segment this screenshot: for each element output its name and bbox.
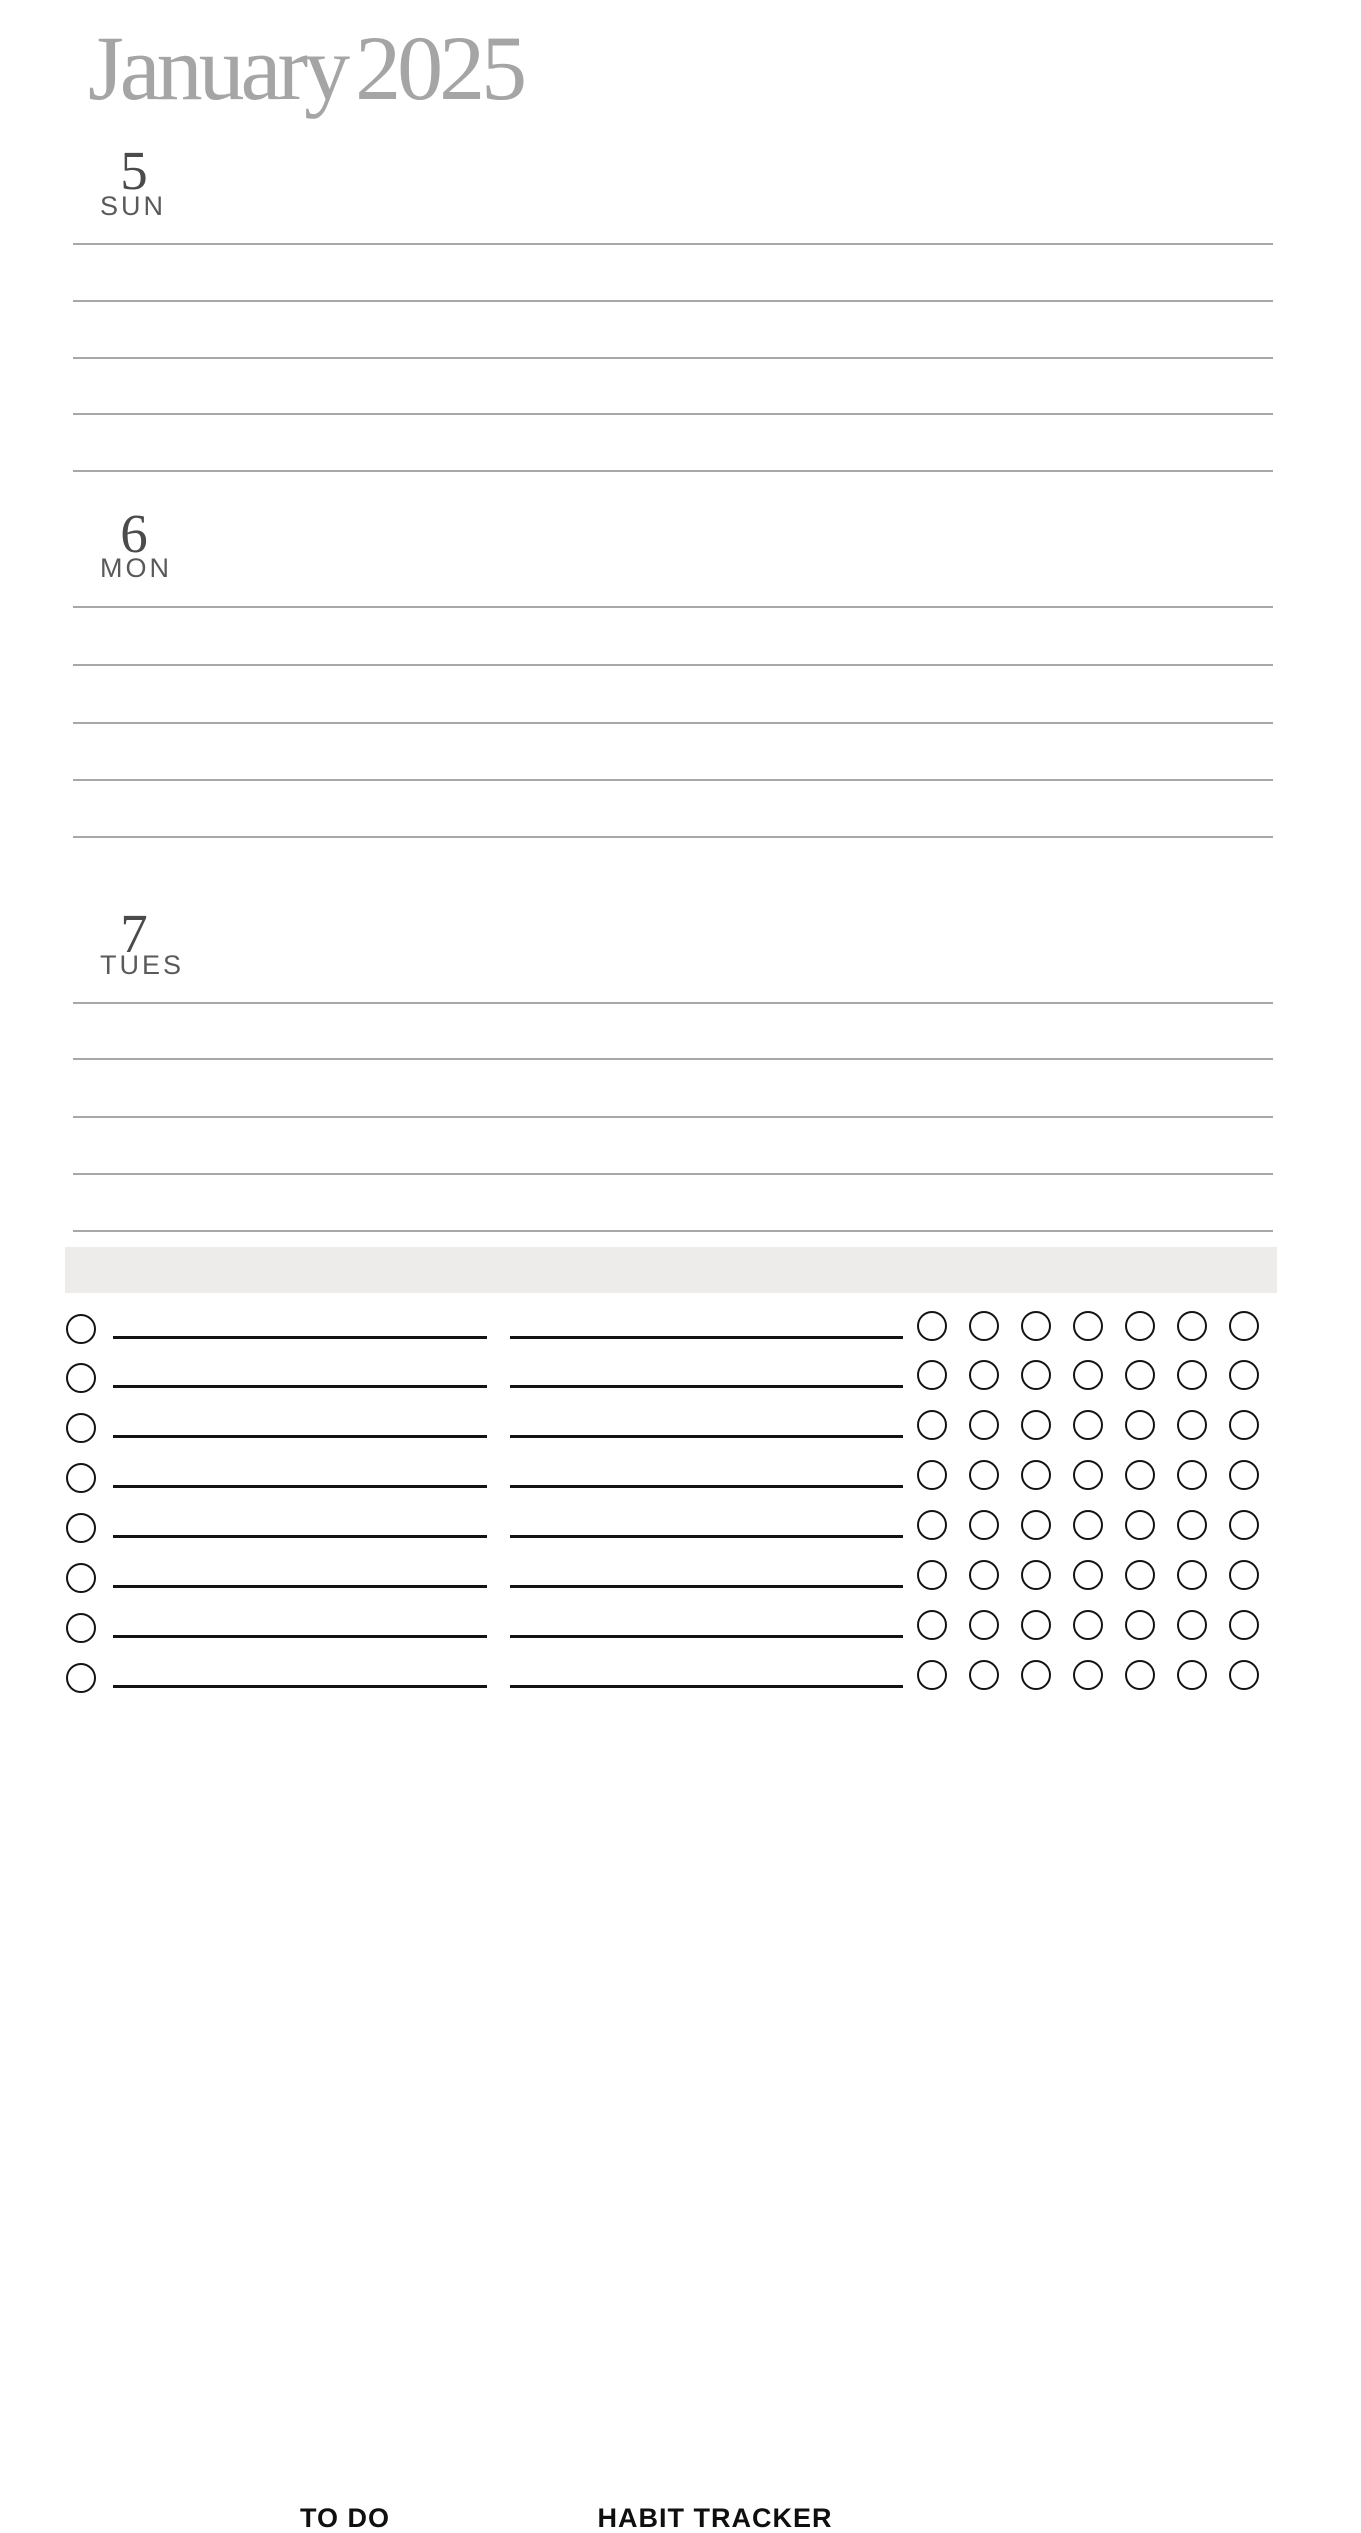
ruled-writing-line [73, 836, 1273, 838]
habit-tracker-circle[interactable] [969, 1410, 999, 1440]
habit-name-line [510, 1485, 903, 1488]
ruled-writing-line [73, 1116, 1273, 1118]
day-label-tues: TUES [100, 950, 185, 980]
habit-tracker-circle[interactable] [1229, 1460, 1259, 1490]
habit-tracker-circle[interactable] [1177, 1510, 1207, 1540]
habit-name-line [510, 1385, 903, 1388]
habit-tracker-circle[interactable] [1229, 1510, 1259, 1540]
ruled-writing-line [73, 664, 1273, 666]
habit-tracker-circle[interactable] [1073, 1560, 1103, 1590]
habit-tracker-circle[interactable] [917, 1360, 947, 1390]
habit-tracker-circle[interactable] [1229, 1360, 1259, 1390]
habit-tracker-circle[interactable] [969, 1510, 999, 1540]
habit-tracker-circle[interactable] [1125, 1610, 1155, 1640]
ruled-writing-line [73, 606, 1273, 608]
ruled-writing-line [73, 413, 1273, 415]
habit-tracker-circle[interactable] [1073, 1410, 1103, 1440]
habit-tracker-circle[interactable] [1021, 1510, 1051, 1540]
habit-tracker-circle[interactable] [1177, 1560, 1207, 1590]
habit-name-line [510, 1336, 903, 1339]
ruled-writing-line [73, 1230, 1273, 1232]
ruled-writing-line [73, 779, 1273, 781]
ruled-writing-line [73, 243, 1273, 245]
habit-tracker-circle[interactable] [1125, 1360, 1155, 1390]
habit-tracker-circle[interactable] [917, 1510, 947, 1540]
habit-tracker-circle[interactable] [1125, 1510, 1155, 1540]
habit-name-line [510, 1535, 903, 1538]
habit-tracker-circle[interactable] [1021, 1610, 1051, 1640]
habit-tracker-circle[interactable] [1021, 1360, 1051, 1390]
habit-name-line [510, 1435, 903, 1438]
todo-checkbox-circle[interactable] [66, 1513, 96, 1543]
habit-tracker-circle[interactable] [1177, 1311, 1207, 1341]
habit-tracker-circle[interactable] [1021, 1460, 1051, 1490]
todo-checkbox-circle[interactable] [66, 1663, 96, 1693]
habit-tracker-circle[interactable] [917, 1660, 947, 1690]
habit-tracker-circle[interactable] [917, 1410, 947, 1440]
ruled-writing-line [73, 722, 1273, 724]
habit-tracker-circle[interactable] [1229, 1560, 1259, 1590]
day-number-sun: 5 [120, 140, 148, 201]
bottom-header-band [65, 1247, 1277, 2533]
todo-writing-line [113, 1485, 487, 1488]
habit-tracker-circle[interactable] [1229, 1660, 1259, 1690]
habit-tracker-circle[interactable] [1177, 1660, 1207, 1690]
habit-tracker-circle[interactable] [1073, 1610, 1103, 1640]
day-number-mon: 6 [120, 503, 148, 564]
ruled-writing-line [73, 300, 1273, 302]
habit-tracker-circle[interactable] [1073, 1311, 1103, 1341]
todo-checkbox-circle[interactable] [66, 1363, 96, 1393]
habit-tracker-circle[interactable] [917, 1560, 947, 1590]
habit-tracker-circle[interactable] [1073, 1510, 1103, 1540]
habit-tracker-circle[interactable] [1177, 1610, 1207, 1640]
ruled-writing-line [73, 357, 1273, 359]
todo-writing-line [113, 1336, 487, 1339]
habit-tracker-circle[interactable] [917, 1311, 947, 1341]
habit-name-line [510, 1685, 903, 1688]
habit-tracker-circle[interactable] [1125, 1660, 1155, 1690]
habit-tracker-circle[interactable] [1125, 1410, 1155, 1440]
habit-tracker-circle[interactable] [1021, 1560, 1051, 1590]
habit-tracker-circle[interactable] [1125, 1460, 1155, 1490]
day-label-sun: SUN [100, 191, 167, 221]
habit-name-line [510, 1635, 903, 1638]
habit-tracker-circle[interactable] [1229, 1311, 1259, 1341]
todo-writing-line [113, 1635, 487, 1638]
habit-tracker-circle[interactable] [1177, 1410, 1207, 1440]
todo-writing-line [113, 1435, 487, 1438]
ruled-writing-line [73, 1002, 1273, 1004]
todo-checkbox-circle[interactable] [66, 1613, 96, 1643]
ruled-writing-line [73, 470, 1273, 472]
habit-tracker-circle[interactable] [917, 1460, 947, 1490]
habit-tracker-circle[interactable] [1229, 1610, 1259, 1640]
todo-checkbox-circle[interactable] [66, 1413, 96, 1443]
habit-tracker-circle[interactable] [969, 1660, 999, 1690]
ruled-writing-line [73, 1173, 1273, 1175]
todo-header: TO DO [299, 2503, 390, 2533]
habit-tracker-circle[interactable] [917, 1610, 947, 1640]
habit-tracker-circle[interactable] [969, 1460, 999, 1490]
todo-checkbox-circle[interactable] [66, 1314, 96, 1344]
day-label-mon: MON [100, 553, 172, 583]
habit-tracker-circle[interactable] [969, 1560, 999, 1590]
habit-tracker-circle[interactable] [1125, 1311, 1155, 1341]
todo-writing-line [113, 1535, 487, 1538]
habit-tracker-circle[interactable] [1021, 1410, 1051, 1440]
habit-tracker-circle[interactable] [1177, 1360, 1207, 1390]
ruled-writing-line [73, 1058, 1273, 1060]
habit-tracker-circle[interactable] [1177, 1460, 1207, 1490]
habit-tracker-circle[interactable] [1073, 1360, 1103, 1390]
habit-tracker-circle[interactable] [969, 1360, 999, 1390]
habit-tracker-circle[interactable] [1229, 1410, 1259, 1440]
habit-tracker-circle[interactable] [1125, 1560, 1155, 1590]
habit-tracker-circle[interactable] [969, 1311, 999, 1341]
habit-tracker-circle[interactable] [1021, 1311, 1051, 1341]
habit-tracker-circle[interactable] [1073, 1660, 1103, 1690]
day-number-tues: 7 [120, 903, 148, 964]
habit-tracker-circle[interactable] [1073, 1460, 1103, 1490]
todo-writing-line [113, 1585, 487, 1588]
habit-tracker-circle[interactable] [969, 1610, 999, 1640]
todo-writing-line [113, 1385, 487, 1388]
todo-checkbox-circle[interactable] [66, 1563, 96, 1593]
habit-tracker-circle[interactable] [1021, 1660, 1051, 1690]
habit-tracker-header: HABIT TRACKER [597, 2503, 833, 2533]
page-title: January 2025 [88, 17, 524, 119]
habit-name-line [510, 1585, 903, 1588]
todo-writing-line [113, 1685, 487, 1688]
todo-checkbox-circle[interactable] [66, 1463, 96, 1493]
